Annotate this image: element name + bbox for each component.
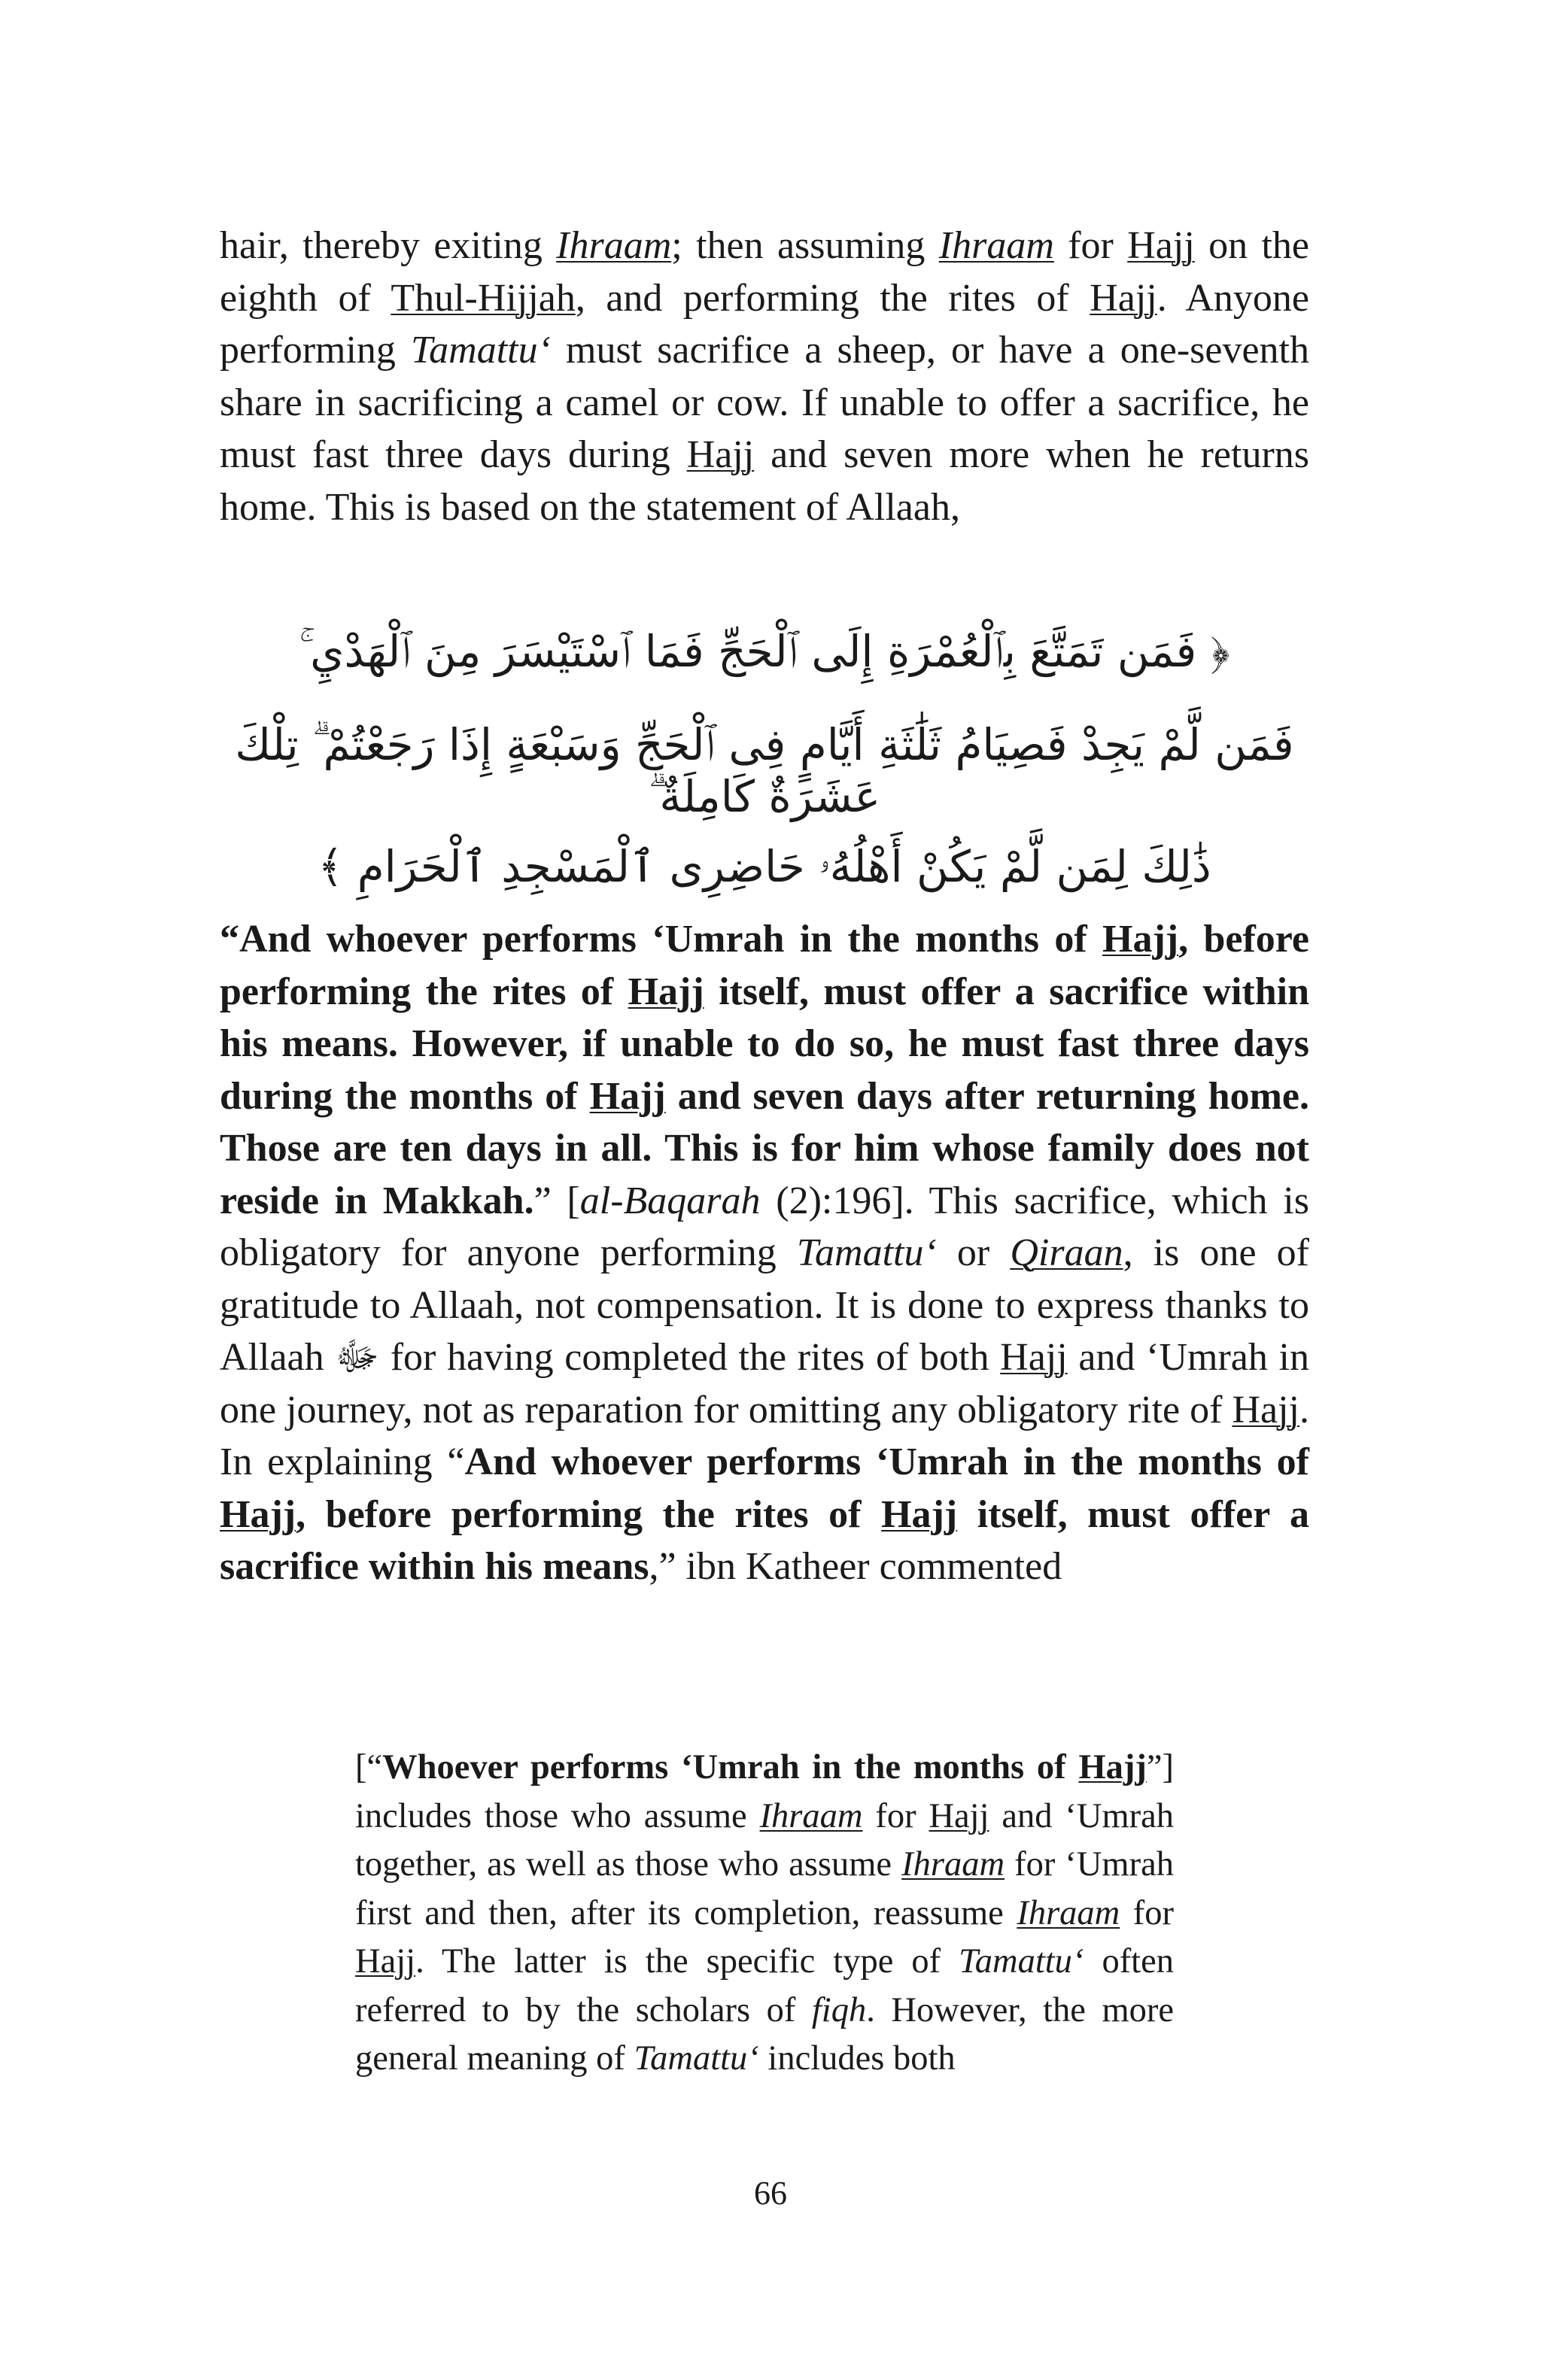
paragraph-2 — [220, 913, 1309, 1593]
text: ; then assuming — [671, 224, 939, 267]
text: on the eighth of — [220, 224, 1310, 320]
term-tamattu: Tamattu‘ — [411, 329, 551, 372]
block-quote — [355, 1744, 1174, 2084]
text: (2):196]. This sacrifice, which is obligatory for anyone performing — [220, 1179, 1309, 1274]
text: or — [936, 1231, 1011, 1274]
text: . In explaining “ — [220, 1388, 1309, 1483]
text: for — [1053, 224, 1128, 267]
term-hajj: Hajj — [1127, 224, 1195, 267]
translation-text: itself, must offer a sacrifice within his means. However, if unable to do so, he must fast three days during the months of — [220, 970, 1310, 1118]
translation-text: “And whoever performs ‘Umrah in the months of — [220, 918, 1102, 961]
translation-text: And whoever performs ‘Umrah in the months of — [464, 1440, 1310, 1483]
text: and ‘Umrah together, as well as those who assume — [355, 1796, 1174, 1884]
text: for ‘Umrah first and then, after its completion, reassume — [355, 1845, 1174, 1932]
term-ihraam: Ihraam — [938, 224, 1054, 267]
term-hajj: Hajj — [1102, 918, 1179, 961]
text: hair, thereby exiting — [220, 224, 557, 267]
reference-surah: al-Baqarah — [579, 1179, 761, 1222]
term-hajj: Hajj — [355, 1942, 416, 1981]
term-ihraam: Ihraam — [759, 1796, 863, 1835]
text: and ‘Umrah in one journey, not as reparation for omitting any obligatory rite of — [220, 1336, 1309, 1431]
term-qiraan: Qiraan — [1010, 1231, 1123, 1274]
text: . Anyone performing — [220, 276, 1309, 372]
quran-verse-line-2: فَمَن لَّمْ يَجِدْ فَصِيَامُ ثَلَٰثَةِ أَيَّامٍ فِى ٱلْحَجِّ وَسَبْعَةٍ إِذَا رَجَعْتُمْ ۗ تِلْكَ عَشَرَةٌ كَامِلَةٌ ۗ — [235, 719, 1294, 822]
term-hajj: Hajj — [628, 970, 704, 1013]
text: ”] includes those who assume — [355, 1748, 1174, 1835]
text: . However, the more general meaning of — [355, 1990, 1174, 2078]
term-thul-hijjah: Thul-Hijjah — [391, 276, 576, 320]
term-tamattu: Tamattu‘ — [796, 1231, 937, 1274]
term-hajj: Hajj — [929, 1796, 989, 1835]
term-tamattu: Tamattu‘ — [959, 1942, 1084, 1981]
translation-text: itself, must offer a sacrifice within his means — [220, 1492, 1309, 1588]
text: [“ — [355, 1748, 383, 1787]
text: includes both — [758, 2039, 956, 2078]
text: ” [ — [533, 1179, 580, 1222]
paragraph-1 — [220, 220, 1309, 533]
term-fiqh: fiqh — [811, 1990, 867, 2029]
text: , is one of gratitude to Allaah, not compensation. It is done to express thanks to Allaah ﷻ for having completed the rites of both — [220, 1231, 1309, 1379]
translation-text: and seven days after returning home. Those are ten days in all. This is for him whose family does not reside in Makkah. — [220, 1074, 1309, 1222]
term-ihraam: Ihraam — [1017, 1893, 1120, 1932]
text: must sacrifice a sheep, or have a one-seventh share in sacrificing a camel or cow. If unable to offer a sacrifice, he must fast three days during — [220, 329, 1309, 476]
quran-verse-line-3: ذَٰلِكَ لِمَن لَّمْ يَكُنْ أَهْلُهُۥ حَاضِرِى ٱلْمَسْجِدِ ٱلْحَرَامِ ﴾ — [318, 841, 1211, 892]
page-number: 66 — [754, 2175, 787, 2212]
term-hajj: Hajj — [881, 1492, 958, 1536]
term-ihraam: Ihraam — [901, 1845, 1005, 1884]
quote-bold-text: Whoever performs ‘Umrah in the months of — [382, 1748, 1079, 1787]
text: for — [862, 1796, 929, 1835]
translation-text: , before performing the rites of — [220, 918, 1309, 1013]
text: , and performing the rites of — [575, 276, 1090, 320]
term-tamattu: Tamattu‘ — [634, 2039, 759, 2078]
term-hajj: Hajj — [1090, 276, 1157, 320]
translation-text: , before performing the rites of — [296, 1492, 882, 1536]
text: ,” ibn Katheer commented — [649, 1545, 1062, 1588]
text: often referred to by the scholars of — [355, 1942, 1174, 2029]
term-ihraam: Ihraam — [556, 224, 672, 267]
term-hajj: Hajj — [220, 1492, 296, 1536]
term-hajj: Hajj — [686, 433, 755, 476]
term-hajj: Hajj — [1232, 1388, 1299, 1431]
text: for — [1120, 1893, 1174, 1932]
text: and seven more when he returns home. This is based on the statement of Allaah, — [220, 433, 1310, 529]
term-hajj: Hajj — [589, 1074, 666, 1118]
text: . The latter is the specific type of — [415, 1942, 959, 1981]
quran-verse-line-1: ﴿ فَمَن تَمَتَّعَ بِٱلْعُمْرَةِ إِلَى ٱلْحَجِّ فَمَا ٱسْتَيْسَرَ مِنَ ٱلْهَدْيِ ۚ — [299, 626, 1230, 677]
term-hajj: Hajj — [1000, 1336, 1068, 1379]
term-hajj: Hajj — [1078, 1748, 1147, 1787]
